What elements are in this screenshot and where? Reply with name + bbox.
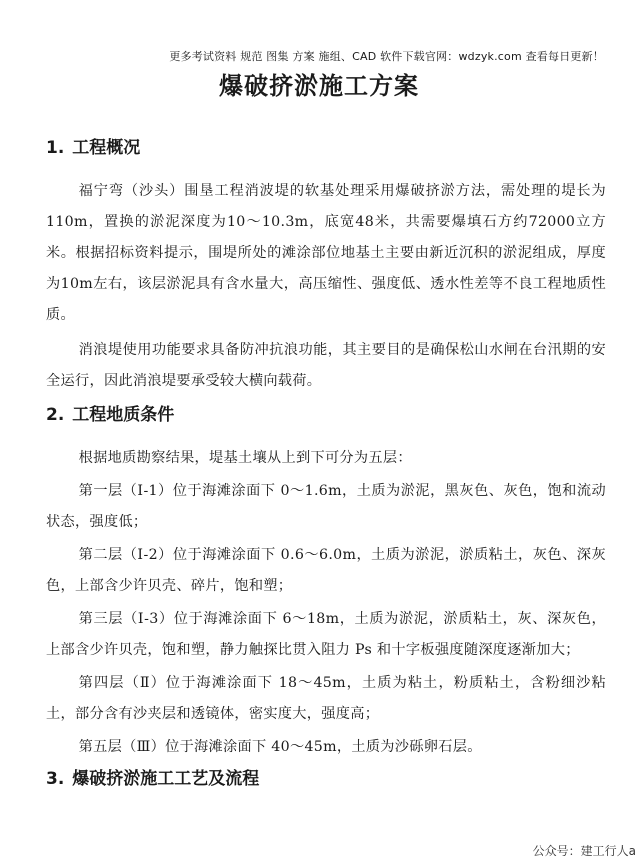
section-number: 2. <box>46 405 65 425</box>
paragraph: 第三层（Ⅰ-3）位于海滩涂面下 6～18m，土质为淤泥，淤质粘土，灰、深灰色，上部含少许贝壳，饱和塑，静力触探比贯入阻力 Ps 和十字板强度随深度逐渐加大； <box>46 611 606 658</box>
section-heading <box>46 765 606 793</box>
section-title: 工程地质条件 <box>72 405 175 425</box>
document-body <box>46 134 606 807</box>
header-download-note: 更多考试资料 规范 图集 方案 施组、CAD 软件下载官网：wdzyk.com 查看每日更新！ <box>169 50 604 63</box>
section-process <box>46 765 606 793</box>
paragraph: 根据地质勘察结果，堤基土壤从上到下可分为五层： <box>78 450 412 466</box>
section-geology <box>46 401 606 763</box>
section-title: 工程概况 <box>72 138 141 158</box>
footer-account-label: 公众号：建工行人a <box>532 844 636 858</box>
paragraph: 消浪堤使用功能要求具备防冲抗浪功能，其主要目的是确保松山水闸在台汛期的安全运行，因此消浪堤要承受较大横向载荷。 <box>46 342 606 389</box>
section-number: 3. <box>46 769 65 789</box>
section-title: 爆破挤淤施工工艺及流程 <box>72 769 260 789</box>
section-heading <box>46 401 606 429</box>
paragraph: 福宁弯（沙头）围垦工程消波堤的软基处理采用爆破挤淤方法，需处理的堤长为110m，置换的淤泥深度为10～10.3m，底宽48米，共需要爆填石方约72000立方米。根据招标资料提示，围堤所处的滩涂部位地基土主要由新近沉积的淤泥组成，厚度为10m左右，该层淤泥具有含水量大，高压缩性、强度低、透水性差等不良工程地质性质。 <box>46 183 606 323</box>
paragraph: 第五层（Ⅲ）位于海滩涂面下 40～45m，土质为沙砾卵石层。 <box>78 739 482 755</box>
section-number: 1. <box>46 138 65 158</box>
section-overview <box>46 134 606 397</box>
document-title: 爆破挤淤施工方案 <box>219 72 419 100</box>
paragraph: 第二层（Ⅰ-2）位于海滩涂面下 0.6～6.0m，土质为淤泥，淤质粘土，灰色、深灰色，上部含少许贝壳、碎片，饱和塑； <box>46 547 606 594</box>
paragraph: 第一层（Ⅰ-1）位于海滩涂面下 0～1.6m，土质为淤泥，黑灰色、灰色，饱和流动状态，强度低； <box>46 483 606 530</box>
paragraph: 第四层（Ⅱ）位于海滩涂面下 18～45m，土质为粘土，粉质粘土，含粉细沙粘土，部分含有沙夹层和透镜体，密实度大，强度高； <box>46 675 606 722</box>
section-heading <box>46 134 606 162</box>
